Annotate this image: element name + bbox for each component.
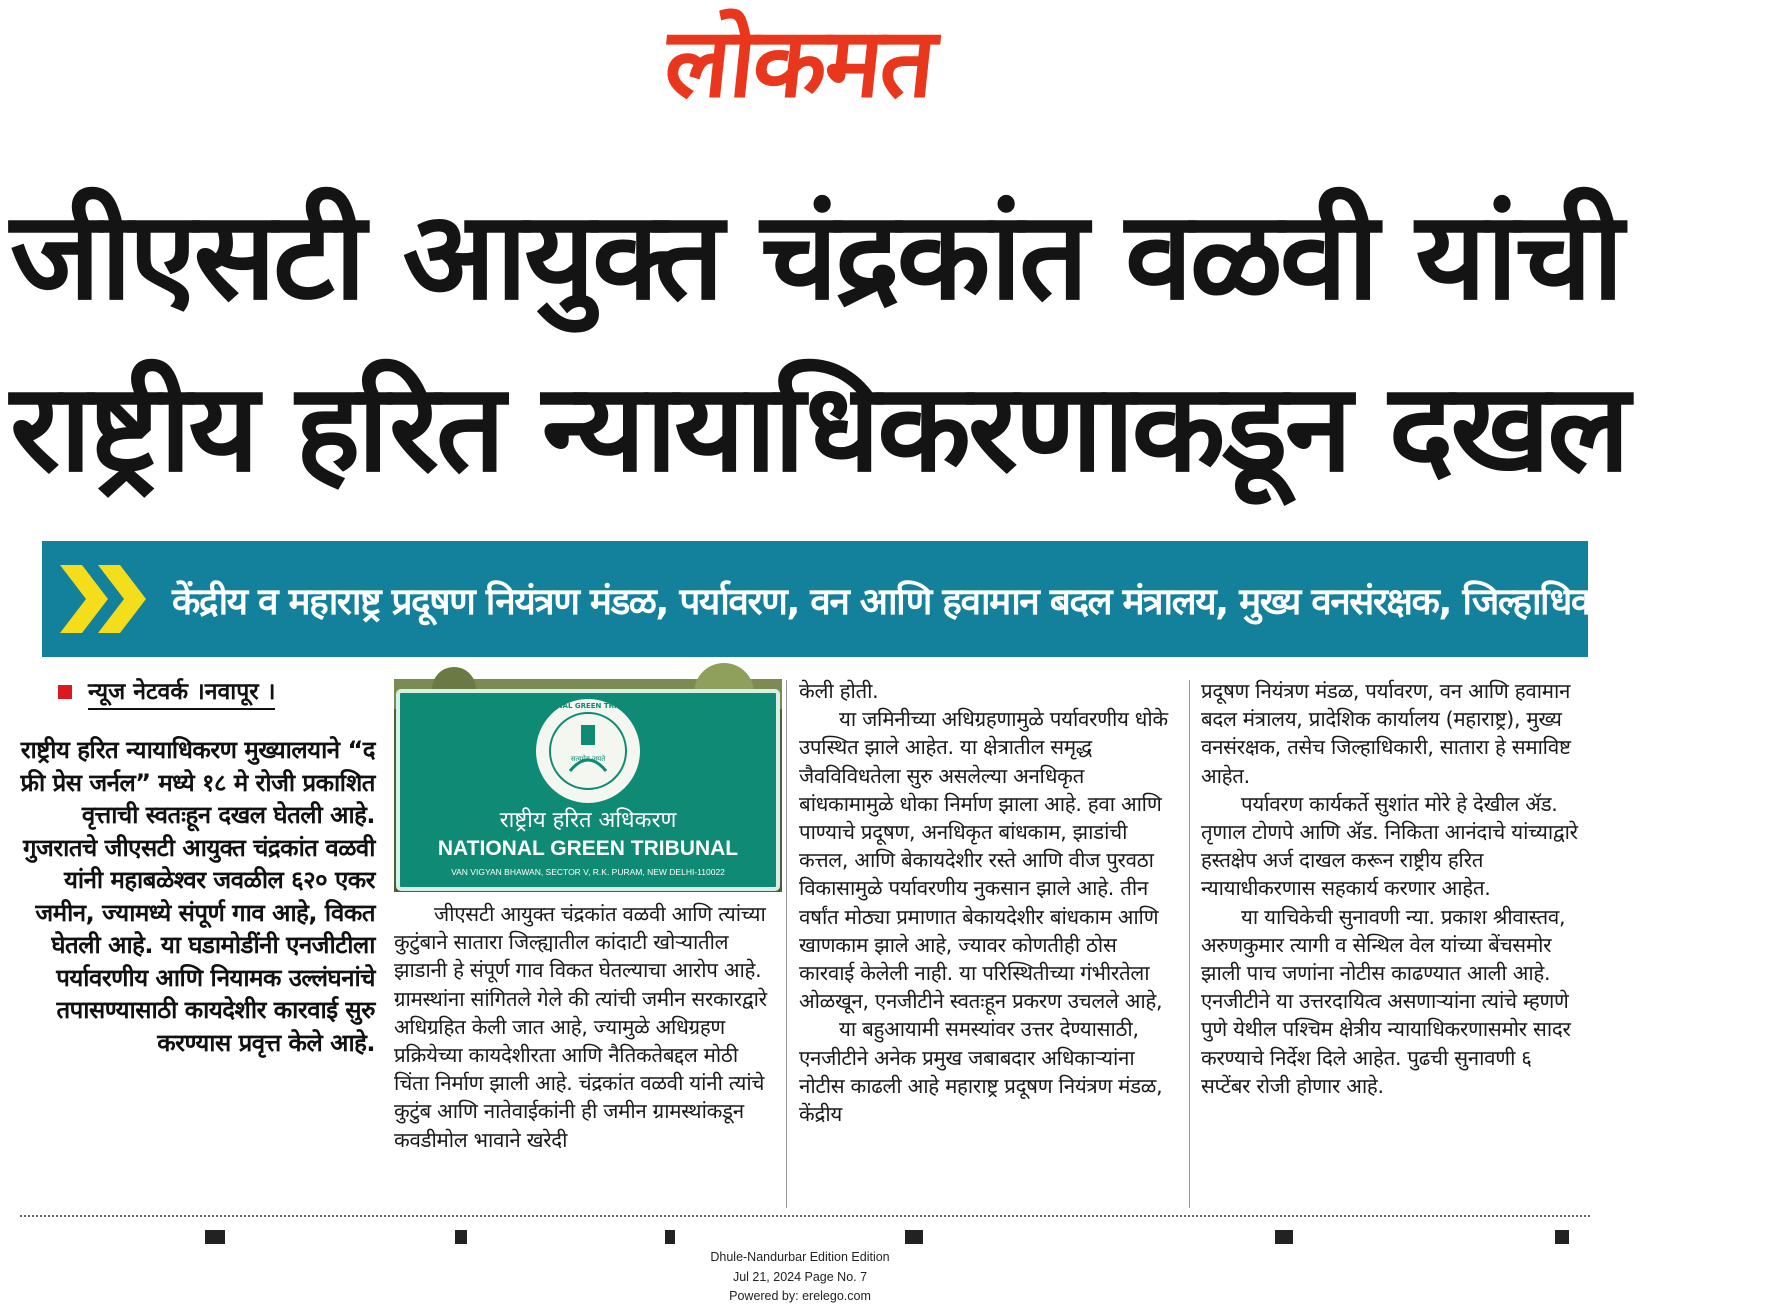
sign-address-text: VAN VIGYAN BHAWAN, SECTOR V, R.K. PURAM, NEW DELHI-110022: [451, 867, 725, 877]
cropped-text-fragment: [455, 1230, 467, 1244]
emblem-ring-text: NATIONAL GREEN TRIBUNAL: [532, 702, 644, 710]
ngt-sign-photo: [394, 679, 782, 892]
paragraph: या बहुआयामी समस्यांवर उत्तर देण्यासाठी, एनजीटीने अनेक प्रमुख जबाबदार अधिकाऱ्यांना नोटीस काढली आहे महाराष्ट्र प्रदूषण नियंत्रण मंडळ, केंद्रीय: [799, 1017, 1163, 1127]
byline-marker-icon: [58, 685, 72, 699]
lead-paragraph: राष्ट्रीय हरित न्यायाधिकरण मुख्यालयाने “द फ्री प्रेस जर्नल” मध्ये १८ मे रोजी प्रकाशित वृत्ताची स्वतःहून दखल घेतली आहे. गुजरातचे जीएसटी आयुक्त चंद्रकांत वळवी यांनी महाबळेश्वर जवळील ६२० एकर जमीन, ज्यामध्ये संपूर्ण गाव आहे, विकत घेतली आहे. या घडामोडींनी एनजीटीला पर्यावरणीय आणि नियामक उल्लंघनांचे तपासण्यासाठी कायदेशीर कारवाई सुरु करण्यास प्रवृत्त केले आहे.: [20, 736, 375, 1057]
sign-english-text: NATIONAL GREEN TRIBUNAL: [437, 837, 739, 860]
paragraph: या जमिनीच्या अधिग्रहणामुळे पर्यावरणीय धोके उपस्थित झाले आहेत. या क्षेत्रातील समृद्ध जैवविविधतेला सुरु असलेल्या अनधिकृत बांधकामामुळे धोका निर्माण झाला आहे. हवा आणि पाण्याचे प्रदूषण, अनधिकृत बांधकाम, झाडांची कत्तल, आणि बेकायदेशीर रस्ते आणि वीज पुरवठा विकासामुळे पर्यावरणीय नुकसान झाले आहे. तीन वर्षांत मोठ्या प्रमाणात बेकायदेशीर बांधकाम आणि खाणकाम झाले आहे, ज्यावर कोणतीही ठोस कारवाई केलेली नाही. या परिस्थितीच्या गंभीरतेला ओळखून, एनजीटीने स्वतःहून प्रकरण उचलले आहे,: [799, 707, 1168, 1014]
paragraph: जीएसटी आयुक्त चंद्रकांत वळवी आणि त्यांच्या कुटुंबाने सातारा जिल्ह्यातील कांदाटी खोऱ्यातील झाडानी हे संपूर्ण गाव विकत घेतल्याचा आरोप आहे. ग्रामस्थांना सांगितले गेले की त्यांची जमीन सरकारद्वारे अधिग्रहित केली जात आहे, ज्यामुळे अधिग्रहण प्रक्रियेच्या कायदेशीरता आणि नैतिकतेबद्दल मोठी चिंता निर्माण झाली आहे. चंद्रकांत वळवी यांनी त्यांचे कुटुंब आणि नातेवाईकांनी ही जमीन ग्रामस्थांकडून कवडीमोल भावाने खरेदी: [394, 902, 767, 1152]
subhead-text: केंद्रीय व महाराष्ट्र प्रदूषण नियंत्रण मंडळ, पर्यावरण, वन आणि हवामान बदल मंत्रालय, मुख्य वनसंरक्षक, जिल्हाधिकाऱ्यांना नोटीसा: [172, 579, 1775, 623]
page-divider: [20, 1215, 1590, 1217]
masthead: [0, 0, 1600, 118]
cropped-text-fragment: [1275, 1230, 1293, 1244]
emblem-motto: सत्यमेव जयते: [570, 755, 606, 763]
powered-by: Powered by: erelego.com: [729, 1289, 871, 1303]
edition-name: Dhule-Nandurbar Edition Edition: [710, 1250, 890, 1264]
column-divider: [1189, 680, 1190, 1208]
edition-footer: [620, 1248, 980, 1307]
subhead-banner: [42, 541, 1775, 657]
article-column-2: [394, 900, 772, 1154]
sign-hindi-text: राष्ट्रीय हरित अधिकरण: [499, 808, 677, 833]
cropped-text-fragment: [205, 1230, 225, 1244]
headline-line-2: राष्ट्रीय हरित न्यायाधिकरणाकडून दखल: [10, 357, 1628, 499]
paragraph: या याचिकेची सुनावणी न्या. प्रकाश श्रीवास्तव, अरुणकुमार त्यागी व सेन्थिल वेल यांच्या बेंचसमोर झाली पाच जणांना नोटीस काढण्यात आली आहे. एनजीटीने या उत्तरदायित्व असणाऱ्यांना त्यांचे म्हणणे पुणे येथील पश्चिम क्षेत्रीय न्यायाधिकरणासमोर सादर करण्याचे निर्देश दिले आहेत. पुढची सुनावणी ६ सप्टेंबर रोजी होणार आहे.: [1201, 904, 1571, 1098]
article-column-3: [799, 677, 1174, 1128]
byline: [58, 674, 275, 710]
cropped-text-fragment: [1555, 1230, 1569, 1244]
double-chevron-icon: [52, 559, 162, 639]
edition-date-page: Jul 21, 2024 Page No. 7: [732, 1269, 868, 1284]
cropped-text-fragment: [665, 1230, 675, 1244]
article-column-4: [1201, 677, 1579, 1100]
byline-text: न्यूज नेटवर्क ।नवापूर ।: [88, 674, 275, 710]
paragraph: प्रदूषण नियंत्रण मंडळ, पर्यावरण, वन आणि हवामान बदल मंत्रालय, प्रादेशिक कार्यालय (महाराष्ट्र), मुख्य वनसंरक्षक, तसेच जिल्हाधिकारी, सातारा हे समाविष्ट आहेत.: [1201, 679, 1571, 788]
paragraph: पर्यावरण कार्यकर्ते सुशांत मोरे हे देखील ॲड. तृणाल टोणपे आणि ॲड. निकिता आनंदाचे यांच्याद्वारे हस्तक्षेप अर्ज दाखल करून राष्ट्रीय हरित न्यायाधीकरणास सहकार्य करणार आहेत.: [1201, 791, 1578, 901]
column-divider: [786, 680, 787, 1208]
newspaper-logo: लोकमत: [659, 5, 940, 119]
cropped-text-fragment: [905, 1230, 923, 1244]
paragraph: केली होती.: [799, 679, 879, 703]
headline-line-1: जीएसटी आयुक्त चंद्रकांत वळवी यांची: [10, 185, 1621, 327]
